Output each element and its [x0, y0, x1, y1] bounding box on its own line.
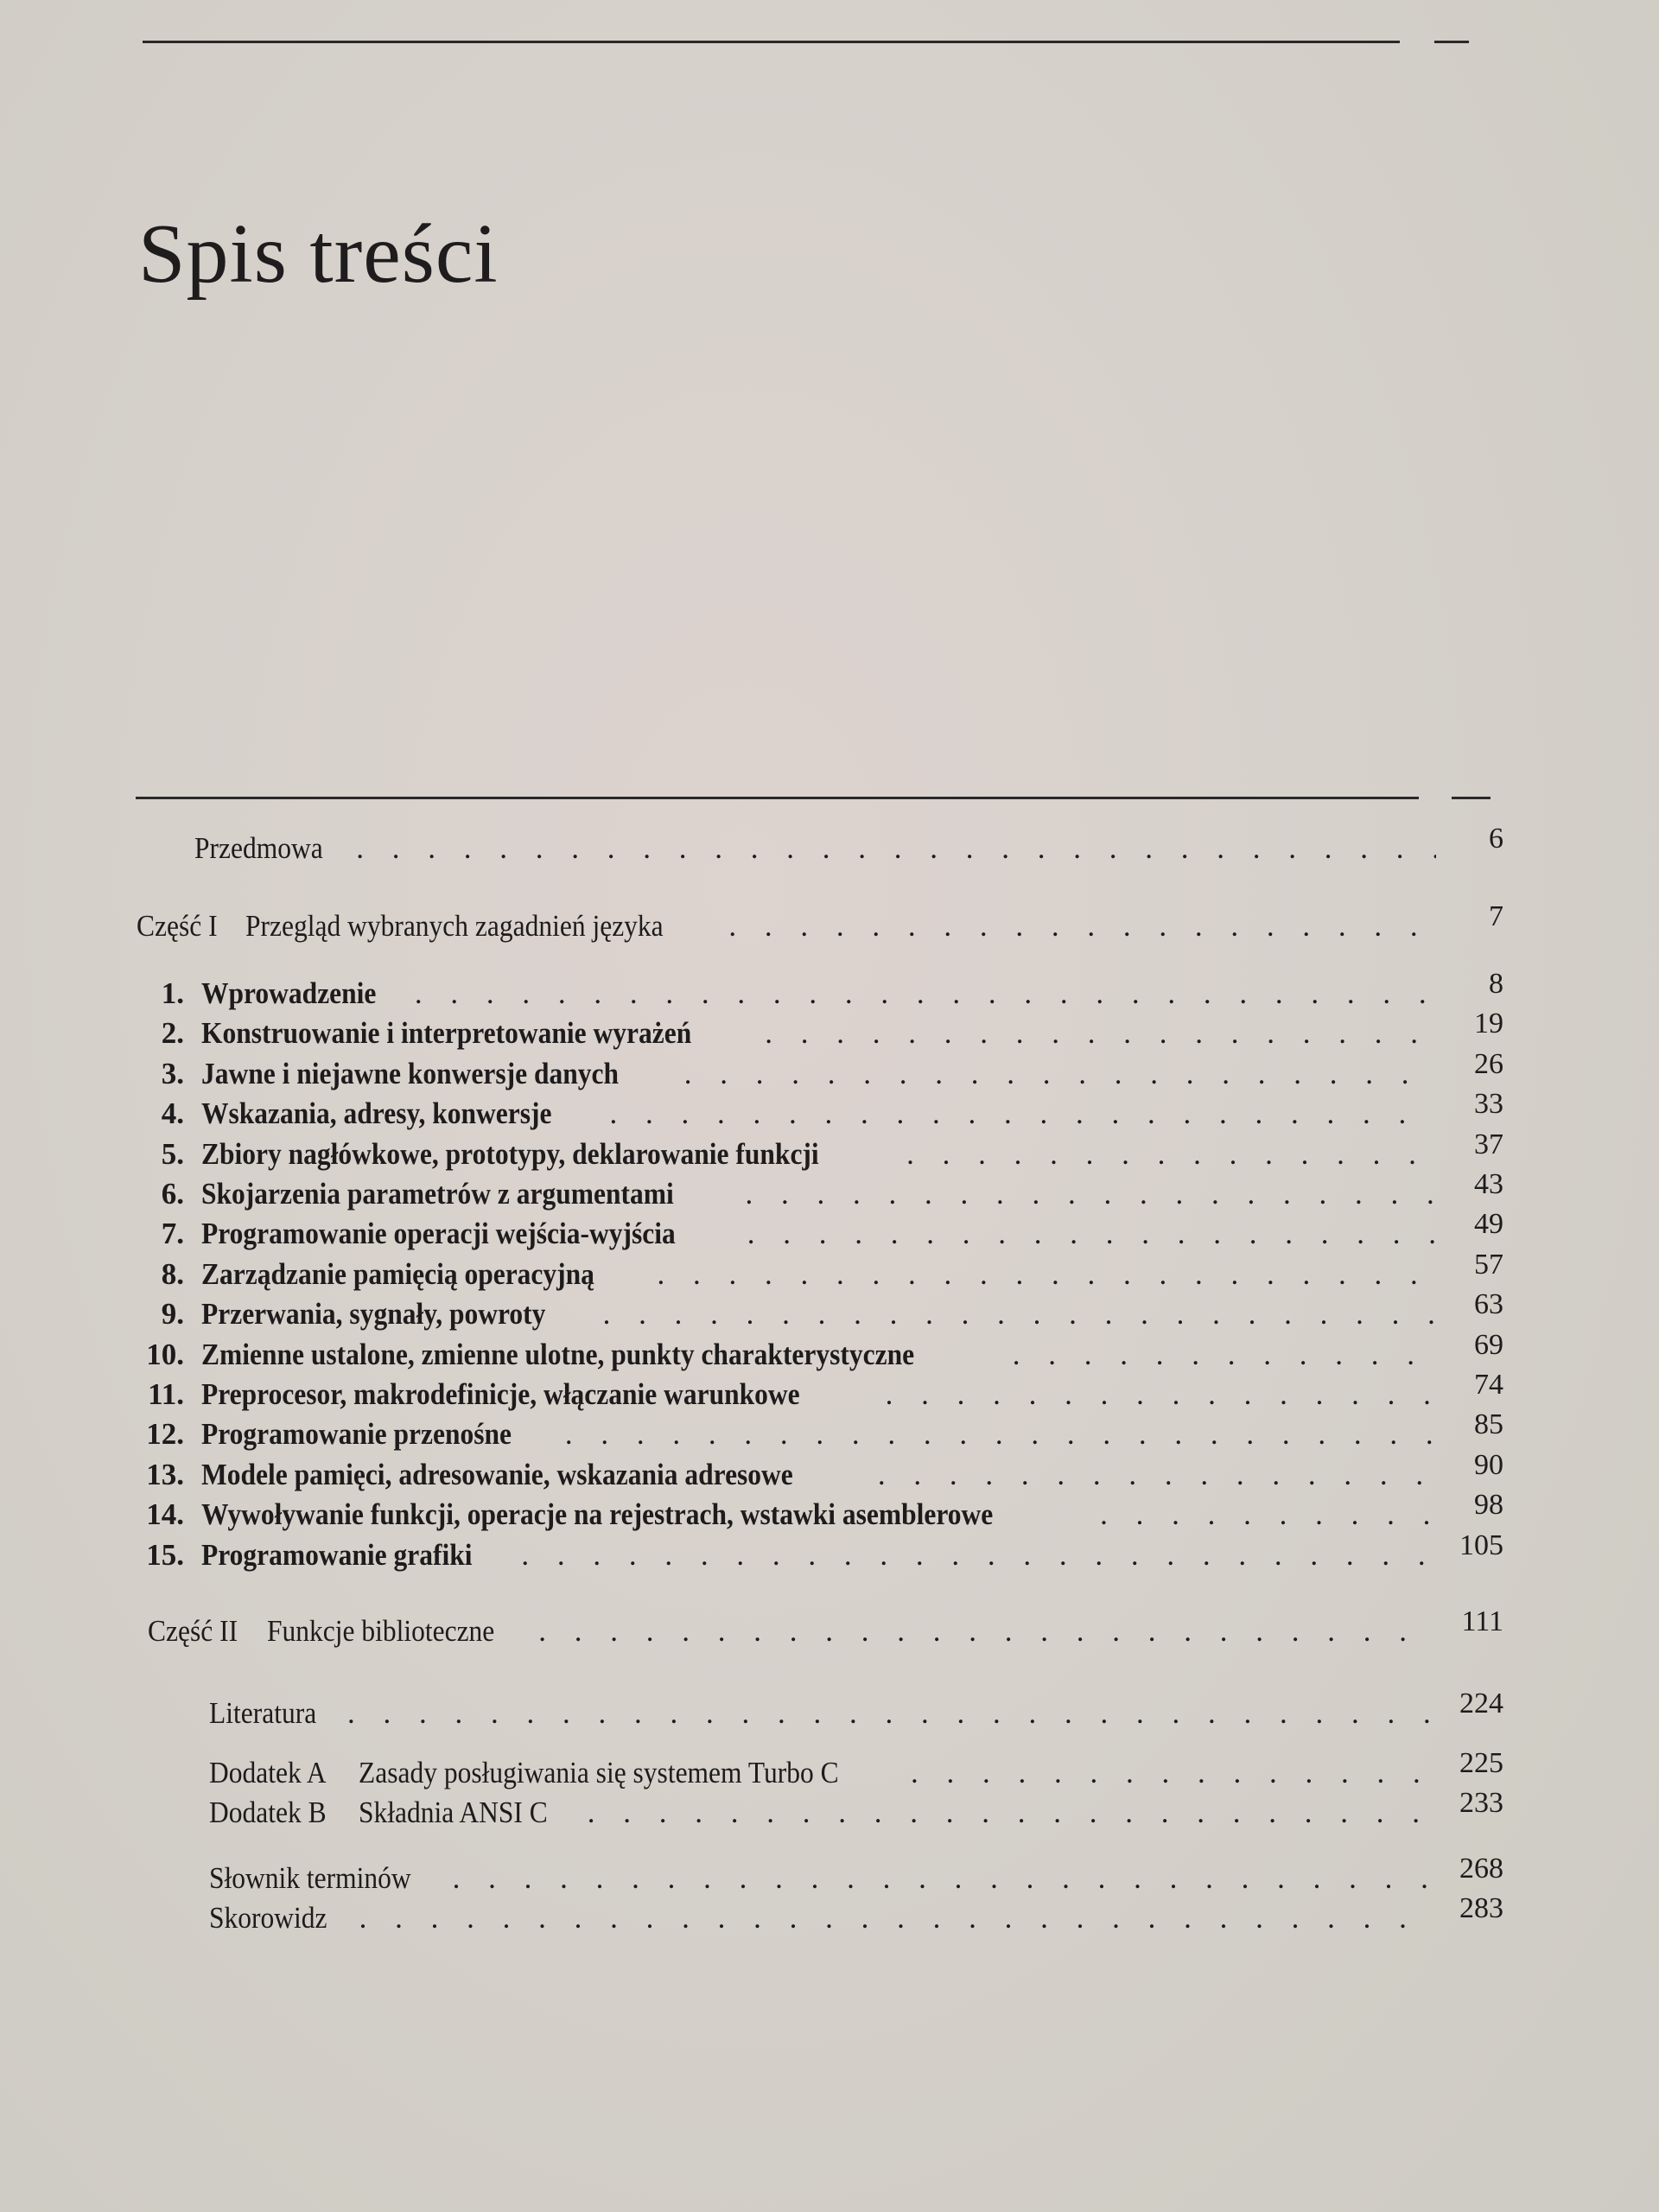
entry-label: Składnia ANSI C — [358, 1796, 548, 1829]
leader-dots — [538, 1614, 1436, 1649]
entry-label: Wprowadzenie — [201, 976, 377, 1010]
toc-entry-przedmowa — [0, 823, 1503, 866]
toc-rule — [136, 797, 1419, 799]
leader-dots — [588, 1796, 1436, 1830]
chapter-number: 15. — [146, 1537, 184, 1572]
leader-dots — [1013, 1338, 1436, 1372]
page-number: 69 — [1474, 1328, 1503, 1361]
page-number: 37 — [1474, 1128, 1503, 1160]
toc-entry-chapter — [0, 1128, 1503, 1172]
toc-entry-chapter — [0, 1088, 1503, 1131]
page-number: 63 — [1474, 1288, 1503, 1321]
chapter-number: 4. — [161, 1096, 184, 1131]
chapter-number: 8. — [161, 1256, 184, 1291]
toc-entry-chapter — [0, 1208, 1503, 1251]
leader-dots — [911, 1756, 1436, 1790]
toc-entry-chapter — [0, 1248, 1503, 1292]
leader-dots — [347, 1696, 1436, 1731]
chapter-number: 10. — [146, 1337, 184, 1371]
page-number: 268 — [1459, 1853, 1503, 1885]
chapter-number: 14. — [146, 1497, 184, 1532]
appendix-prefix: Dodatek A — [209, 1756, 327, 1789]
toc-entry-chapter — [0, 1168, 1503, 1211]
entry-label: Zmienne ustalone, zmienne ulotne, punkty charakterystyczne — [201, 1337, 915, 1371]
leader-dots — [886, 1377, 1436, 1412]
appendix-prefix: Dodatek B — [209, 1796, 327, 1829]
chapter-number: 13. — [146, 1457, 184, 1491]
top-rule — [143, 41, 1400, 43]
toc-entry-skorowidz — [0, 1892, 1503, 1936]
page-number: 6 — [1489, 823, 1503, 855]
entry-label: Modele pamięci, adresowanie, wskazania adresowe — [201, 1457, 793, 1491]
page-number: 7 — [1489, 900, 1503, 932]
entry-label: Wywoływanie funkcji, operacje na rejestrach, wstawki asemblerowe — [201, 1497, 994, 1532]
page-number: 105 — [1459, 1529, 1503, 1561]
page-number: 283 — [1459, 1892, 1503, 1924]
entry-label: Programowanie operacji wejścia-wyjścia — [201, 1217, 676, 1251]
toc-entry-dodatek-b — [0, 1787, 1503, 1830]
leader-dots — [453, 1861, 1436, 1896]
part-prefix: Część II — [148, 1614, 238, 1648]
chapter-number: 2. — [161, 1016, 184, 1051]
leader-dots — [359, 1901, 1436, 1936]
page-title: Spis treści — [138, 207, 499, 301]
page-number: 225 — [1459, 1747, 1503, 1779]
page-number: 57 — [1474, 1248, 1503, 1281]
toc-entry-part-2 — [0, 1605, 1503, 1649]
page-number: 26 — [1474, 1047, 1503, 1080]
leader-dots — [565, 1417, 1436, 1452]
chapter-number: 11. — [148, 1377, 184, 1411]
toc-entry-chapter — [0, 1529, 1503, 1573]
leader-dots — [610, 1096, 1437, 1131]
page-number: 98 — [1474, 1489, 1503, 1522]
chapter-number: 12. — [146, 1417, 184, 1452]
page-number: 224 — [1459, 1688, 1503, 1719]
toc-entry-chapter — [0, 1288, 1503, 1332]
chapter-number: 3. — [161, 1056, 184, 1090]
entry-label: Skorowidz — [209, 1901, 327, 1935]
page-number: 90 — [1474, 1448, 1503, 1481]
toc-rule-dash — [1452, 797, 1491, 799]
leader-dots — [521, 1538, 1436, 1573]
entry-label: Preprocesor, makrodefinicje, włączanie warunkowe — [201, 1377, 800, 1411]
leader-dots — [356, 831, 1436, 866]
entry-label: Zbiory nagłówkowe, prototypy, deklarowanie funkcji — [201, 1136, 819, 1171]
entry-label: Literatura — [209, 1696, 317, 1730]
leader-dots — [747, 1217, 1436, 1251]
chapter-number: 5. — [161, 1136, 184, 1171]
page-number: 19 — [1474, 1007, 1503, 1040]
top-rule-dash — [1434, 41, 1469, 43]
leader-dots — [765, 1016, 1436, 1051]
toc-entry-chapter — [0, 1007, 1503, 1051]
toc-entry-chapter — [0, 968, 1503, 1011]
page-number: 49 — [1474, 1208, 1503, 1241]
entry-label: Programowanie przenośne — [201, 1417, 512, 1452]
entry-label: Zasady posługiwania się systemem Turbo C — [358, 1756, 839, 1789]
entry-label: Konstruowanie i interpretowanie wyrażeń — [201, 1016, 692, 1051]
toc-entry-chapter — [0, 1489, 1503, 1532]
leader-dots — [657, 1257, 1436, 1292]
page-number: 8 — [1489, 968, 1503, 1000]
page-number: 43 — [1474, 1168, 1503, 1200]
page-number: 85 — [1474, 1408, 1503, 1441]
leader-dots — [746, 1177, 1436, 1211]
entry-label: Zarządzanie pamięcią operacyjną — [201, 1256, 594, 1291]
leader-dots — [603, 1297, 1436, 1332]
entry-label: Jawne i niejawne konwersje danych — [201, 1056, 620, 1090]
toc-entry-chapter — [0, 1369, 1503, 1412]
page-number: 111 — [1461, 1605, 1503, 1637]
toc-entry-chapter — [0, 1328, 1503, 1372]
chapter-number: 1. — [161, 976, 184, 1010]
page-number: 233 — [1459, 1787, 1503, 1819]
leader-dots — [728, 909, 1436, 944]
entry-label: Przegląd wybranych zagadnień języka — [245, 909, 664, 943]
leader-dots — [906, 1137, 1436, 1172]
toc-entry-slownik — [0, 1853, 1503, 1896]
chapter-number: 7. — [161, 1217, 184, 1251]
entry-label: Programowanie grafiki — [201, 1537, 473, 1572]
toc-entry-part-1 — [0, 900, 1503, 944]
entry-label: Wskazania, adresy, konwersje — [201, 1096, 552, 1131]
leader-dots — [684, 1057, 1436, 1091]
toc-entry-literatura — [0, 1688, 1503, 1731]
leader-dots — [878, 1458, 1436, 1492]
leader-dots — [1100, 1497, 1436, 1532]
chapter-number: 6. — [161, 1177, 184, 1211]
toc-entry-chapter — [0, 1448, 1503, 1492]
page-number: 33 — [1474, 1088, 1503, 1121]
entry-label: Funkcje biblioteczne — [266, 1614, 494, 1648]
toc-entry-dodatek-a — [0, 1747, 1503, 1790]
entry-label: Słownik terminów — [209, 1861, 411, 1895]
page-number: 74 — [1474, 1369, 1503, 1401]
toc-entry-chapter — [0, 1408, 1503, 1452]
entry-label: Przerwania, sygnały, powroty — [201, 1297, 546, 1332]
entry-label: Skojarzenia parametrów z argumentami — [201, 1177, 674, 1211]
chapter-number: 9. — [161, 1297, 184, 1332]
leader-dots — [415, 976, 1436, 1011]
toc-entry-chapter — [0, 1047, 1503, 1091]
entry-label: Przedmowa — [194, 831, 323, 865]
part-prefix: Część I — [137, 909, 218, 943]
